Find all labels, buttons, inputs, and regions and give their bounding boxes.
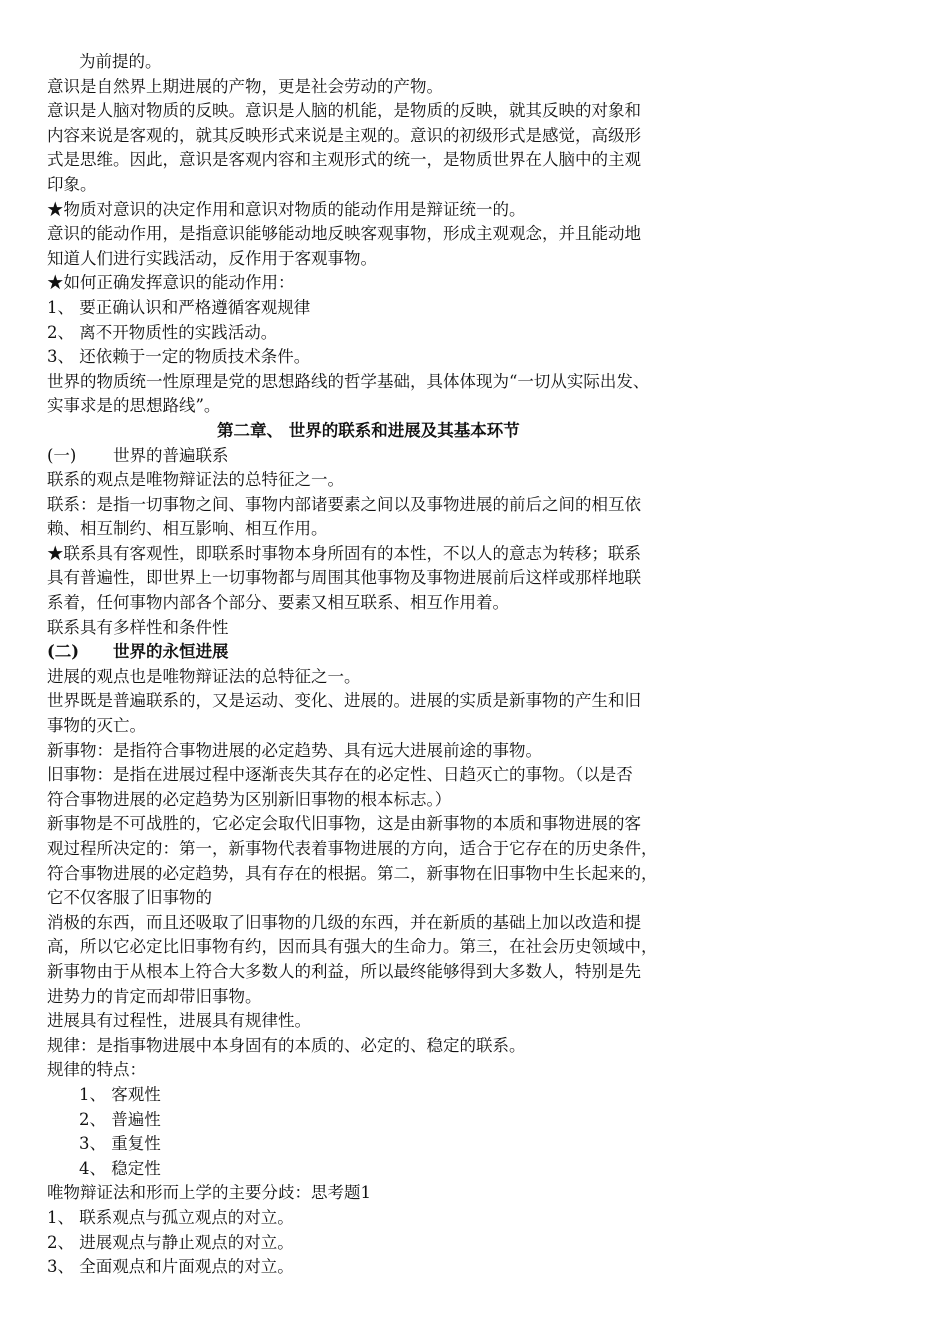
text-line: 世界既是普遍联系的，又是运动、变化、进展的。进展的实质是新事物的产生和旧 [47, 691, 641, 711]
text-line: 联系具有多样性和条件性 [47, 617, 229, 637]
text-line: 进展的观点也是唯物辩证法的总特征之一。 [47, 666, 361, 686]
text-line: 事物的灭亡。 [47, 716, 146, 736]
text-line: 具有普遍性，即世界上一切事物都与周围其他事物及事物进展前后这样或那样地联 [47, 568, 641, 588]
text-line: 规律的特点： [47, 1060, 146, 1080]
text-line: 它不仅客服了旧事物的 [47, 888, 212, 908]
text-line: 唯物辩证法和形而上学的主要分歧：思考题1 [47, 1183, 371, 1203]
key-point-line: ★物质对意识的决定作用和意识对物质的能动作用是辩证统一的。 [47, 199, 526, 219]
text-line: 世界的物质统一性原理是党的思想路线的哲学基础，具体体现为“一切从实际出发、 [47, 371, 650, 391]
text-line: 新事物是不可战胜的，它必定会取代旧事物，这是由新事物的本质和事物进展的客 [47, 814, 641, 834]
list-item: 3、 全面观点和片面观点的对立。 [47, 1257, 294, 1277]
section-title: 世界的永恒进展 [113, 642, 229, 662]
section-number: (一) [47, 445, 77, 465]
text-line: 进展具有过程性，进展具有规律性。 [47, 1011, 311, 1031]
text-line: 符合事物进展的必定趋势，具有存在的根据。第二，新事物在旧事物中生长起来的， [47, 863, 658, 883]
text-line: 新事物由于从根本上符合大多数人的利益，所以最终能够得到大多数人，特别是先 [47, 961, 641, 981]
text-line: 符合事物进展的必定趋势为区别新旧事物的根本标志。） [47, 789, 452, 809]
list-item: 4、 稳定性 [79, 1158, 161, 1178]
text-line: 联系：是指一切事物之间、事物内部诸要素之间以及事物进展的前后之间的相互依 [47, 494, 641, 514]
text-line: 规律：是指事物进展中本身固有的本质的、必定的、稳定的联系。 [47, 1035, 526, 1055]
list-item: 1、 客观性 [79, 1084, 161, 1104]
text-line: 旧事物：是指在进展过程中逐渐丧失其存在的必定性、日趋灭亡的事物。（以是否 [47, 765, 633, 785]
text-line: 印象。 [47, 174, 97, 194]
text-line: 意识的能动作用，是指意识能够能动地反映客观事物，形成主观观念，并且能动地 [47, 224, 641, 244]
document-page [47, 50, 767, 1280]
text-line: 内容来说是客观的，就其反映形式来说是主观的。意识的初级形式是感觉，高级形 [47, 125, 641, 145]
list-item: 3、 还依赖于一定的物质技术条件。 [47, 347, 311, 367]
text-line: 知道人们进行实践活动，反作用于客观事物。 [47, 248, 377, 268]
text-line: 联系的观点是唯物辩证法的总特征之一。 [47, 470, 344, 490]
text-line: 高，所以它必定比旧事物有约，因而具有强大的生命力。第三，在社会历史领域中， [47, 937, 658, 957]
text-line: 意识是人脑对物质的反映。意识是人脑的机能，是物质的反映，就其反映的对象和 [47, 101, 641, 121]
list-item: 2、 普遍性 [79, 1109, 161, 1129]
text-line: 进势力的肯定而却带旧事物。 [47, 986, 262, 1006]
list-item: 2、 离不开物质性的实践活动。 [47, 322, 278, 342]
section-number: (二) [47, 642, 80, 662]
text-line: 新事物：是指符合事物进展的必定趋势、具有远大进展前途的事物。 [47, 740, 542, 760]
text-line: 消极的东西，而且还吸取了旧事物的几级的东西，并在新质的基础上加以改造和提 [47, 912, 641, 932]
key-point-line: ★如何正确发挥意识的能动作用： [47, 273, 295, 293]
chapter-heading: 第二章、 世界的联系和进展及其基本环节 [217, 420, 520, 440]
section-heading-1 [47, 444, 767, 469]
section-title: 世界的普遍联系 [113, 445, 229, 465]
section-heading-2 [47, 640, 767, 665]
list-item: 3、 重复性 [79, 1134, 161, 1154]
text-line: 观过程所决定的：第一，新事物代表着事物进展的方向，适合于它存在的历史条件， [47, 839, 658, 858]
text-line: 式是思维。因此，意识是客观内容和主观形式的统一，是物质世界在人脑中的主观 [47, 150, 641, 170]
text-line: 实事求是的思想路线”。 [47, 396, 221, 416]
text-line: 为前提的。 [79, 52, 162, 71]
key-point-line: ★联系具有客观性，即联系时事物本身所固有的本性，不以人的意志为转移；联系 [47, 543, 641, 563]
list-item: 1、 联系观点与孤立观点的对立。 [47, 1207, 294, 1227]
text-line: 系着，任何事物内部各个部分、要素又相互联系、相互作用着。 [47, 593, 509, 613]
list-item: 2、 进展观点与静止观点的对立。 [47, 1232, 294, 1252]
text-line: 意识是自然界上期进展的产物，更是社会劳动的产物。 [47, 76, 443, 96]
list-item: 1、 要正确认识和严格遵循客观规律 [47, 297, 311, 317]
text-line: 赖、相互制约、相互影响、相互作用。 [47, 519, 328, 539]
